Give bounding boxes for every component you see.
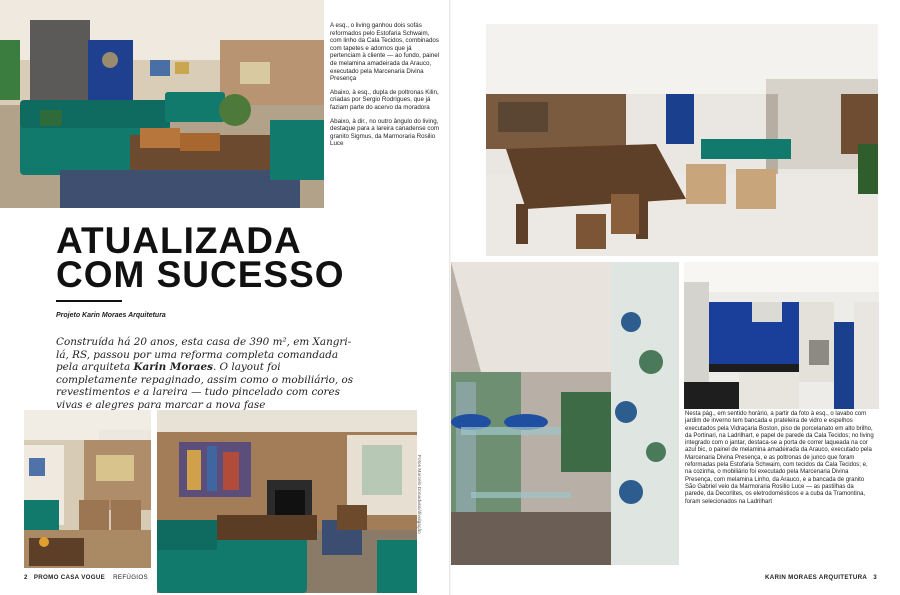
folio-section: REFÚGIOS <box>113 574 148 581</box>
right-folio <box>765 574 877 581</box>
caption-paragraph: Abaixo, à dir., no outro ângulo do living, destaque para a lareira canadense com granito Sigmus, da Marmoraria Rosilio Luce <box>330 117 440 148</box>
left-page <box>0 0 449 595</box>
headline-rule <box>56 300 122 302</box>
photo-kitchen <box>684 262 879 409</box>
headline-line: ATUALIZADA <box>56 220 302 261</box>
page-number: 3 <box>873 574 877 581</box>
folio-label: PROMO CASA VOGUE <box>33 574 106 581</box>
architect-name: Karin Moraes <box>133 361 213 373</box>
right-page <box>451 0 900 595</box>
photo-washroom <box>451 262 679 565</box>
headline-line: COM SUCESSO <box>56 254 345 295</box>
page-number: 2 <box>24 574 28 581</box>
photo-fireplace <box>157 410 417 593</box>
body-caption: Nesta pág., em sentido horário, a partir da foto à esq., o lavabo com jardim de inverno tem bancada e prateleira de vidro e espelhos executados pela Vidraçaria Boston, piso de porcelanato em alto brilho, da Portinari, na Ladrilhart, e papel de parede da Cala Tecidos; no living integrado com o jantar, destaca-se a porta de correr laqueada na cor azul bic, o painel de melamina amadeirada da Arauco, executado pela Marcenaria Divina Presença, e as poltronas de junco que foram reformadas pela Estofaria Schwaim, com tecidos da Cala Tecidos; e, na cozinha, o mobiliário foi executado pela Marcenaria Divina Presença, com melamina Linho, da Arauco, e a bancada de granito São Gabriel veio da Marmoraria Rosilio Luce — as pastilhas da parede, da Decorlites, os eletrodomésticos e a cuba da Tramontina, foram selecionados na Ladrilhart <box>685 411 874 505</box>
lede-text: . O layout foi completamente repaginado, assim como o mobiliário, os revestimentos e a lareira — tudo pincelado com cores vivas e alegres para marcar a nova fase <box>56 361 354 411</box>
lede-text: Construída há 20 anos, esta casa de 390 m², em Xangri-lá, RS, passou por uma reforma completa comandada pela arquiteta <box>56 336 352 373</box>
photo-dining <box>486 24 878 256</box>
caption-paragraph: Abaixo, à esq., dupla de poltronas Kilin, criadas por Sergio Rodrigues, que já faziam parte do acervo da moradora <box>330 88 439 111</box>
caption-paragraph: A esq., o living ganhou dois sofás reformados pelo Estofaria Schwaim, com linho da Cala Tecidos, combinados com tapetes e adornos que já pertenciam à cliente — ao fundo, painel de melamina amadeirada da Arauco, executado pela Marcenaria Divina Presença <box>330 22 440 83</box>
left-folio <box>24 574 148 581</box>
article-headline <box>56 220 345 295</box>
photo-living-room <box>0 0 324 208</box>
photo-credit: Fotos Marcelo Donadussi/divulgação <box>416 455 421 534</box>
caption-top <box>330 22 442 154</box>
byline: Projeto Karin Moraes Arquitetura <box>56 312 166 319</box>
lede-paragraph <box>56 336 356 411</box>
folio-label: KARIN MORAES ARQUITETURA <box>765 574 868 581</box>
photo-armchairs <box>24 410 151 568</box>
